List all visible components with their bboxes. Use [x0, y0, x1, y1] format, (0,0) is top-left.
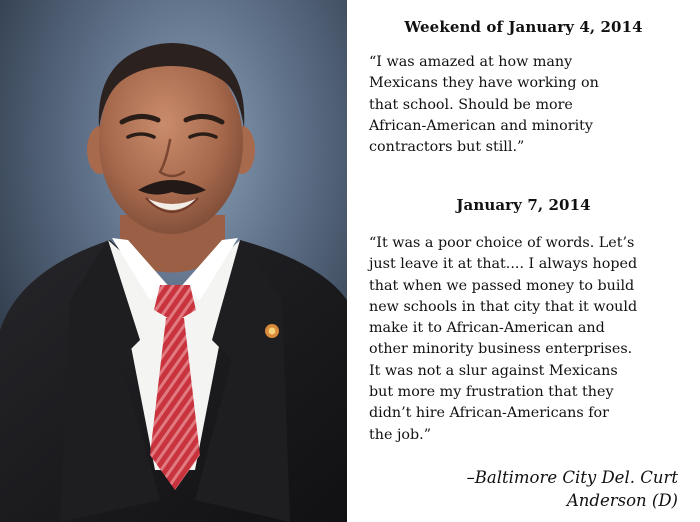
portrait-illustration — [0, 0, 347, 522]
attribution-line: –Baltimore City Del. Curt — [466, 468, 678, 487]
first-statement-quote — [369, 52, 694, 158]
first-statement-date: Weekend of January 4, 2014 — [404, 18, 643, 36]
second-statement-date: January 7, 2014 — [456, 196, 591, 214]
quote-line: that school. Should be more — [369, 96, 573, 113]
quote-line: but more my frustration that they — [369, 384, 614, 401]
quote-line: contractors but still.” — [369, 139, 525, 156]
second-statement-quote — [369, 233, 694, 446]
statement-panel — [347, 0, 700, 522]
quote-line: “I was amazed at how many — [369, 54, 573, 70]
quote-line: African-American and minority — [369, 117, 593, 134]
quote-line: other minority business enterprises. — [369, 341, 633, 358]
quote-line: make it to African-American and — [369, 320, 605, 337]
attribution-line: Anderson (D) — [566, 491, 678, 510]
quote-line: that when we passed money to build — [369, 277, 635, 294]
quote-line: new schools in that city that it would — [369, 298, 638, 315]
quote-line: Mexicans they have working on — [369, 75, 599, 92]
quote-line: It was not a slur against Mexicans — [369, 362, 618, 379]
quote-line: didn’t hire African-Americans for — [369, 405, 609, 422]
portrait-photo — [0, 0, 347, 522]
attribution — [466, 466, 678, 512]
quote-line: the job.” — [369, 426, 432, 443]
quote-line: “It was a poor choice of words. Let’s — [369, 235, 635, 251]
quote-line: just leave it at that.... I always hoped — [369, 256, 638, 273]
